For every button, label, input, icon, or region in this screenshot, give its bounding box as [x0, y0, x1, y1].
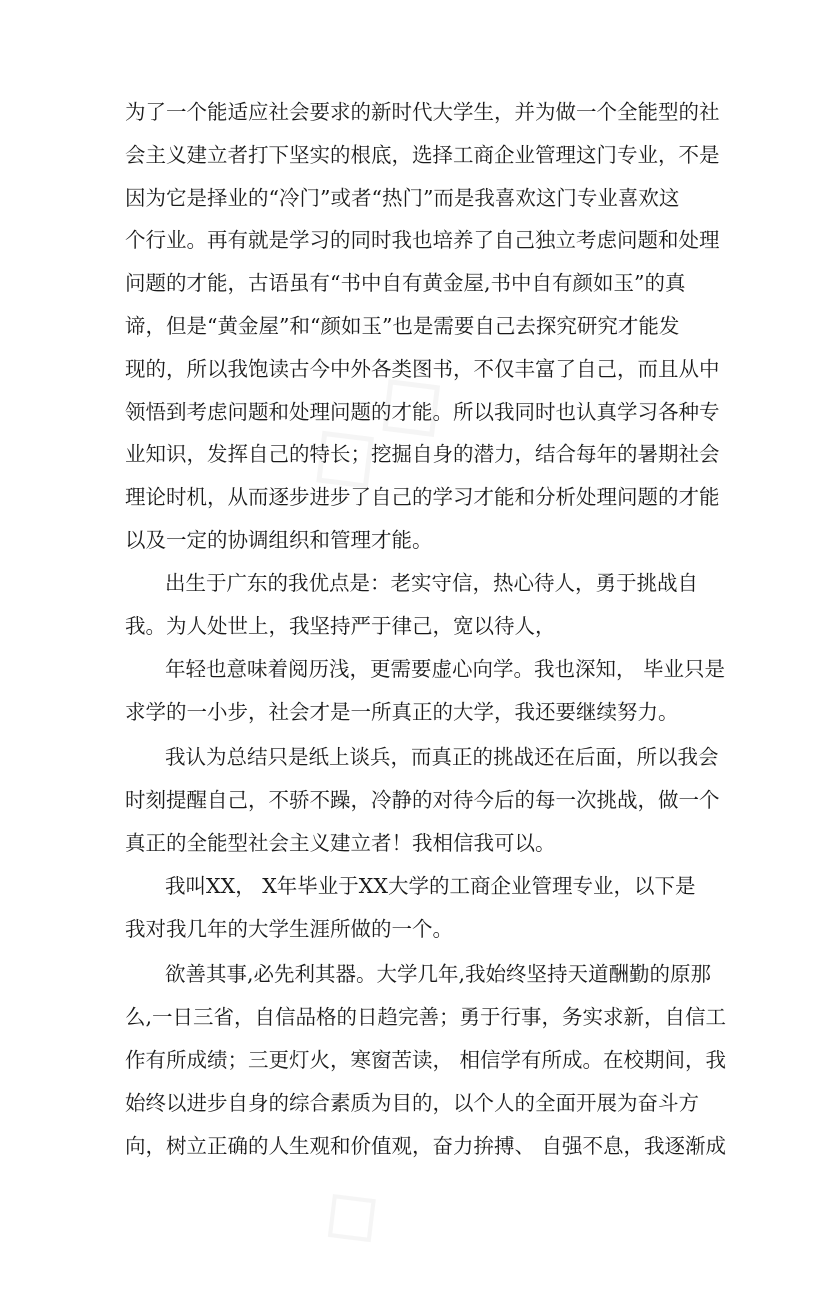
text-line: 个行业。再有就是学习的同时我也培养了自己独立考虑问题和处理	[125, 228, 720, 252]
text-line: 始终以进步自身的综合素质为目的，以个人的全面开展为奋斗方	[125, 1091, 699, 1115]
text-line: 年轻也意味着阅历浅，更需要虚心向学。我也深知， 毕业只是	[165, 657, 726, 681]
text-line: 欲善其事,必先利其器。大学几年,我始终坚持天道酬勤的原那	[165, 962, 712, 986]
text-line: 时刻提醒自己，不骄不躁，冷静的对待今后的每一次挑战，做一个	[125, 788, 720, 812]
text-line: 我认为总结只是纸上谈兵，而真正的挑战还在后面，所以我会	[165, 745, 719, 769]
text-line: 求学的一小步，社会才是一所真正的大学，我还要继续努力。	[125, 700, 679, 724]
text-line: 向，树立正确的人生观和价值观，奋力拚搏、 自强不息，我逐渐成	[125, 1134, 727, 1158]
text-line: 真正的全能型社会主义建立者！我相信我可以。	[125, 831, 556, 855]
text-line: 么,一日三省，自信品格的日趋完善；勇于行事，务实求新，自信工	[125, 1005, 727, 1029]
text-line: 以及一定的协调组织和管理才能。	[125, 528, 433, 552]
text-line: 理论时机，从而逐步进步了自己的学习才能和分析处理问题的才能	[125, 485, 720, 509]
text-line: 业知识，发挥自己的特长；挖掘自身的潜力，结合每年的暑期社会	[125, 442, 720, 466]
text-line: 我对我几年的大学生涯所做的一个。	[125, 917, 453, 941]
text-line: 我。为人处世上，我坚持严于律己，宽以待人，	[125, 614, 556, 638]
text-line: 为了一个能适应社会要求的新时代大学生，并为做一个全能型的社	[125, 100, 720, 124]
text-line: 会主义建立者打下坚实的根底，选择工商企业管理这门专业，不是	[125, 143, 720, 167]
text-line: 领悟到考虑问题和处理问题的才能。所以我同时也认真学习各种专	[125, 400, 720, 424]
text-line: 谛，但是“黄金屋”和“颜如玉”也是需要自己去探究研究才能发	[125, 314, 680, 338]
text-line: 作有所成绩；三更灯火，寒窗苦读， 相信学有所成。在校期间，我	[125, 1048, 727, 1072]
text-line: 因为它是择业的“冷门”或者“热门”而是我喜欢这门专业喜欢这	[125, 186, 680, 210]
text-line: 我叫XX， X年毕业于XX大学的工商企业管理专业，以下是	[165, 874, 696, 898]
text-line: 出生于广东的我优点是：老实守信，热心待人，勇于挑战自	[165, 571, 698, 595]
text-line: 问题的才能，古语虽有“书中自有黄金屋,书中自有颜如玉”的真	[125, 271, 686, 295]
text-line: 现的，所以我饱读古今中外各类图书，不仅丰富了自己，而且从中	[125, 357, 720, 381]
